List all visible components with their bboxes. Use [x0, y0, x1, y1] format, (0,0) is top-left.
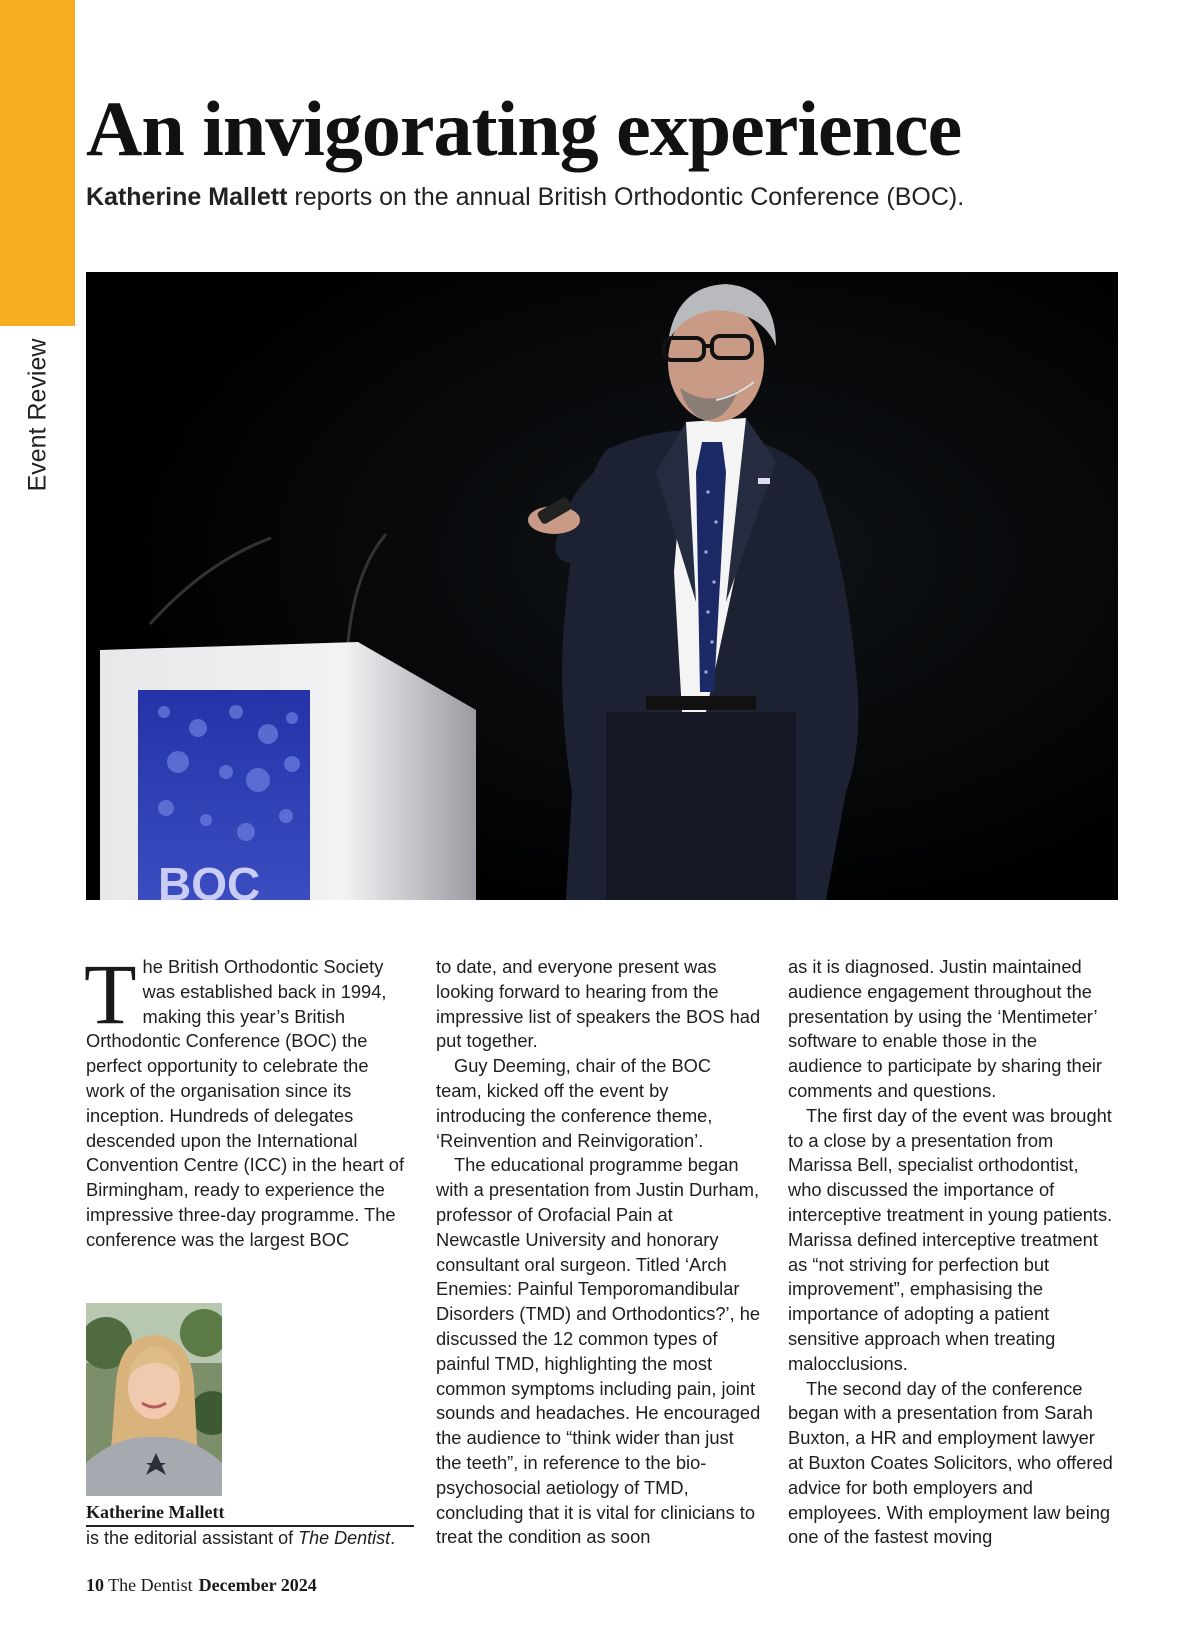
body-column-1: [84, 946, 411, 1253]
body-paragraph: The first day of the event was brought to a close by a presentation from Marissa Bell, specialist orthodontist, who discussed the importance of interceptive treatment in young patients. Marissa defined interceptive treatment as “not striving for perfection but improvement”, emphasising the importance of adopting a patient sensitive approach when treating malocclusions.: [788, 1104, 1113, 1374]
footer-publication: The Dentist: [104, 1575, 193, 1595]
footer-date: December 2024: [198, 1575, 317, 1595]
author-portrait: [86, 1303, 222, 1496]
drop-cap: T: [84, 946, 137, 1042]
standfirst-text: reports on the annual British Orthodontic Conference (BOC).: [287, 183, 965, 211]
page-footer: [86, 1575, 317, 1596]
bio-publication: The Dentist: [298, 1528, 391, 1548]
page-number: 10: [86, 1575, 104, 1595]
hero-photo: [86, 272, 1118, 900]
standfirst: [86, 183, 964, 212]
bio-description: is the editorial assistant of The Dentist.: [86, 1528, 396, 1548]
body-paragraph: The British Orthodontic Society was established back in 1994, making this year’s British Orthodontic Conference (BOC) the perfect opportunity to celebrate the work of the organisation since its inception. Hundreds of delegates descended upon the International Convention Centre (ICC) in the heart of Birmingham, ready to experience the impressive three-day programme. The conference was the largest BOC: [84, 946, 405, 1250]
body-paragraph: The educational programme began with a presentation from Justin Durham, professor of Orofacial Pain at Newcastle University and honorary consultant oral surgeon. Titled ‘Arch Enemies: Painful Temporomandibular Disorders (TMD) and Orthodontics?’, he discussed the 12 common types of painful TMD, highlighting the most common symptoms including pain, joint sounds and headaches. He encouraged the audience to “think wider than just the teeth”, in reference to the bio-psychosocial aetiology of TMD, concluding that it is vital for clinicians to treat the condition as soon: [436, 1154, 761, 1548]
body-paragraph: The second day of the conference began with a presentation from Sarah Buxton, a HR and employment lawyer at Buxton Coates Solicitors, who offered advice for both employers and employees. With employment law being one of the fastest moving: [788, 1377, 1113, 1548]
standfirst-author: Katherine Mallett: [86, 183, 288, 211]
body-column-2: [436, 955, 761, 1550]
section-label: Event Review: [23, 338, 52, 492]
article-headline: An invigorating experience: [86, 85, 962, 172]
speaker-on-stage-illustration: [86, 272, 1118, 900]
podium-logo-text: BOC: [158, 858, 261, 900]
bio-author-name: Katherine Mallett: [86, 1502, 414, 1527]
author-portrait-illustration: [86, 1303, 222, 1496]
section-accent-bar: [0, 0, 75, 326]
body-paragraph: as it is diagnosed. Justin maintained audience engagement throughout the presentation by using the ‘Mentimeter’ software to enable those in the audience to participate by sharing their comments and questions.: [788, 956, 1103, 1101]
body-paragraph: Guy Deeming, chair of the BOC team, kicked off the event by introducing the conference theme, ‘Reinvention and Reinvigoration’.: [436, 1055, 713, 1151]
body-paragraph: to date, and everyone present was looking forward to hearing from the impressive list of speakers the BOS had put together.: [436, 956, 761, 1052]
body-column-3: [788, 955, 1113, 1550]
